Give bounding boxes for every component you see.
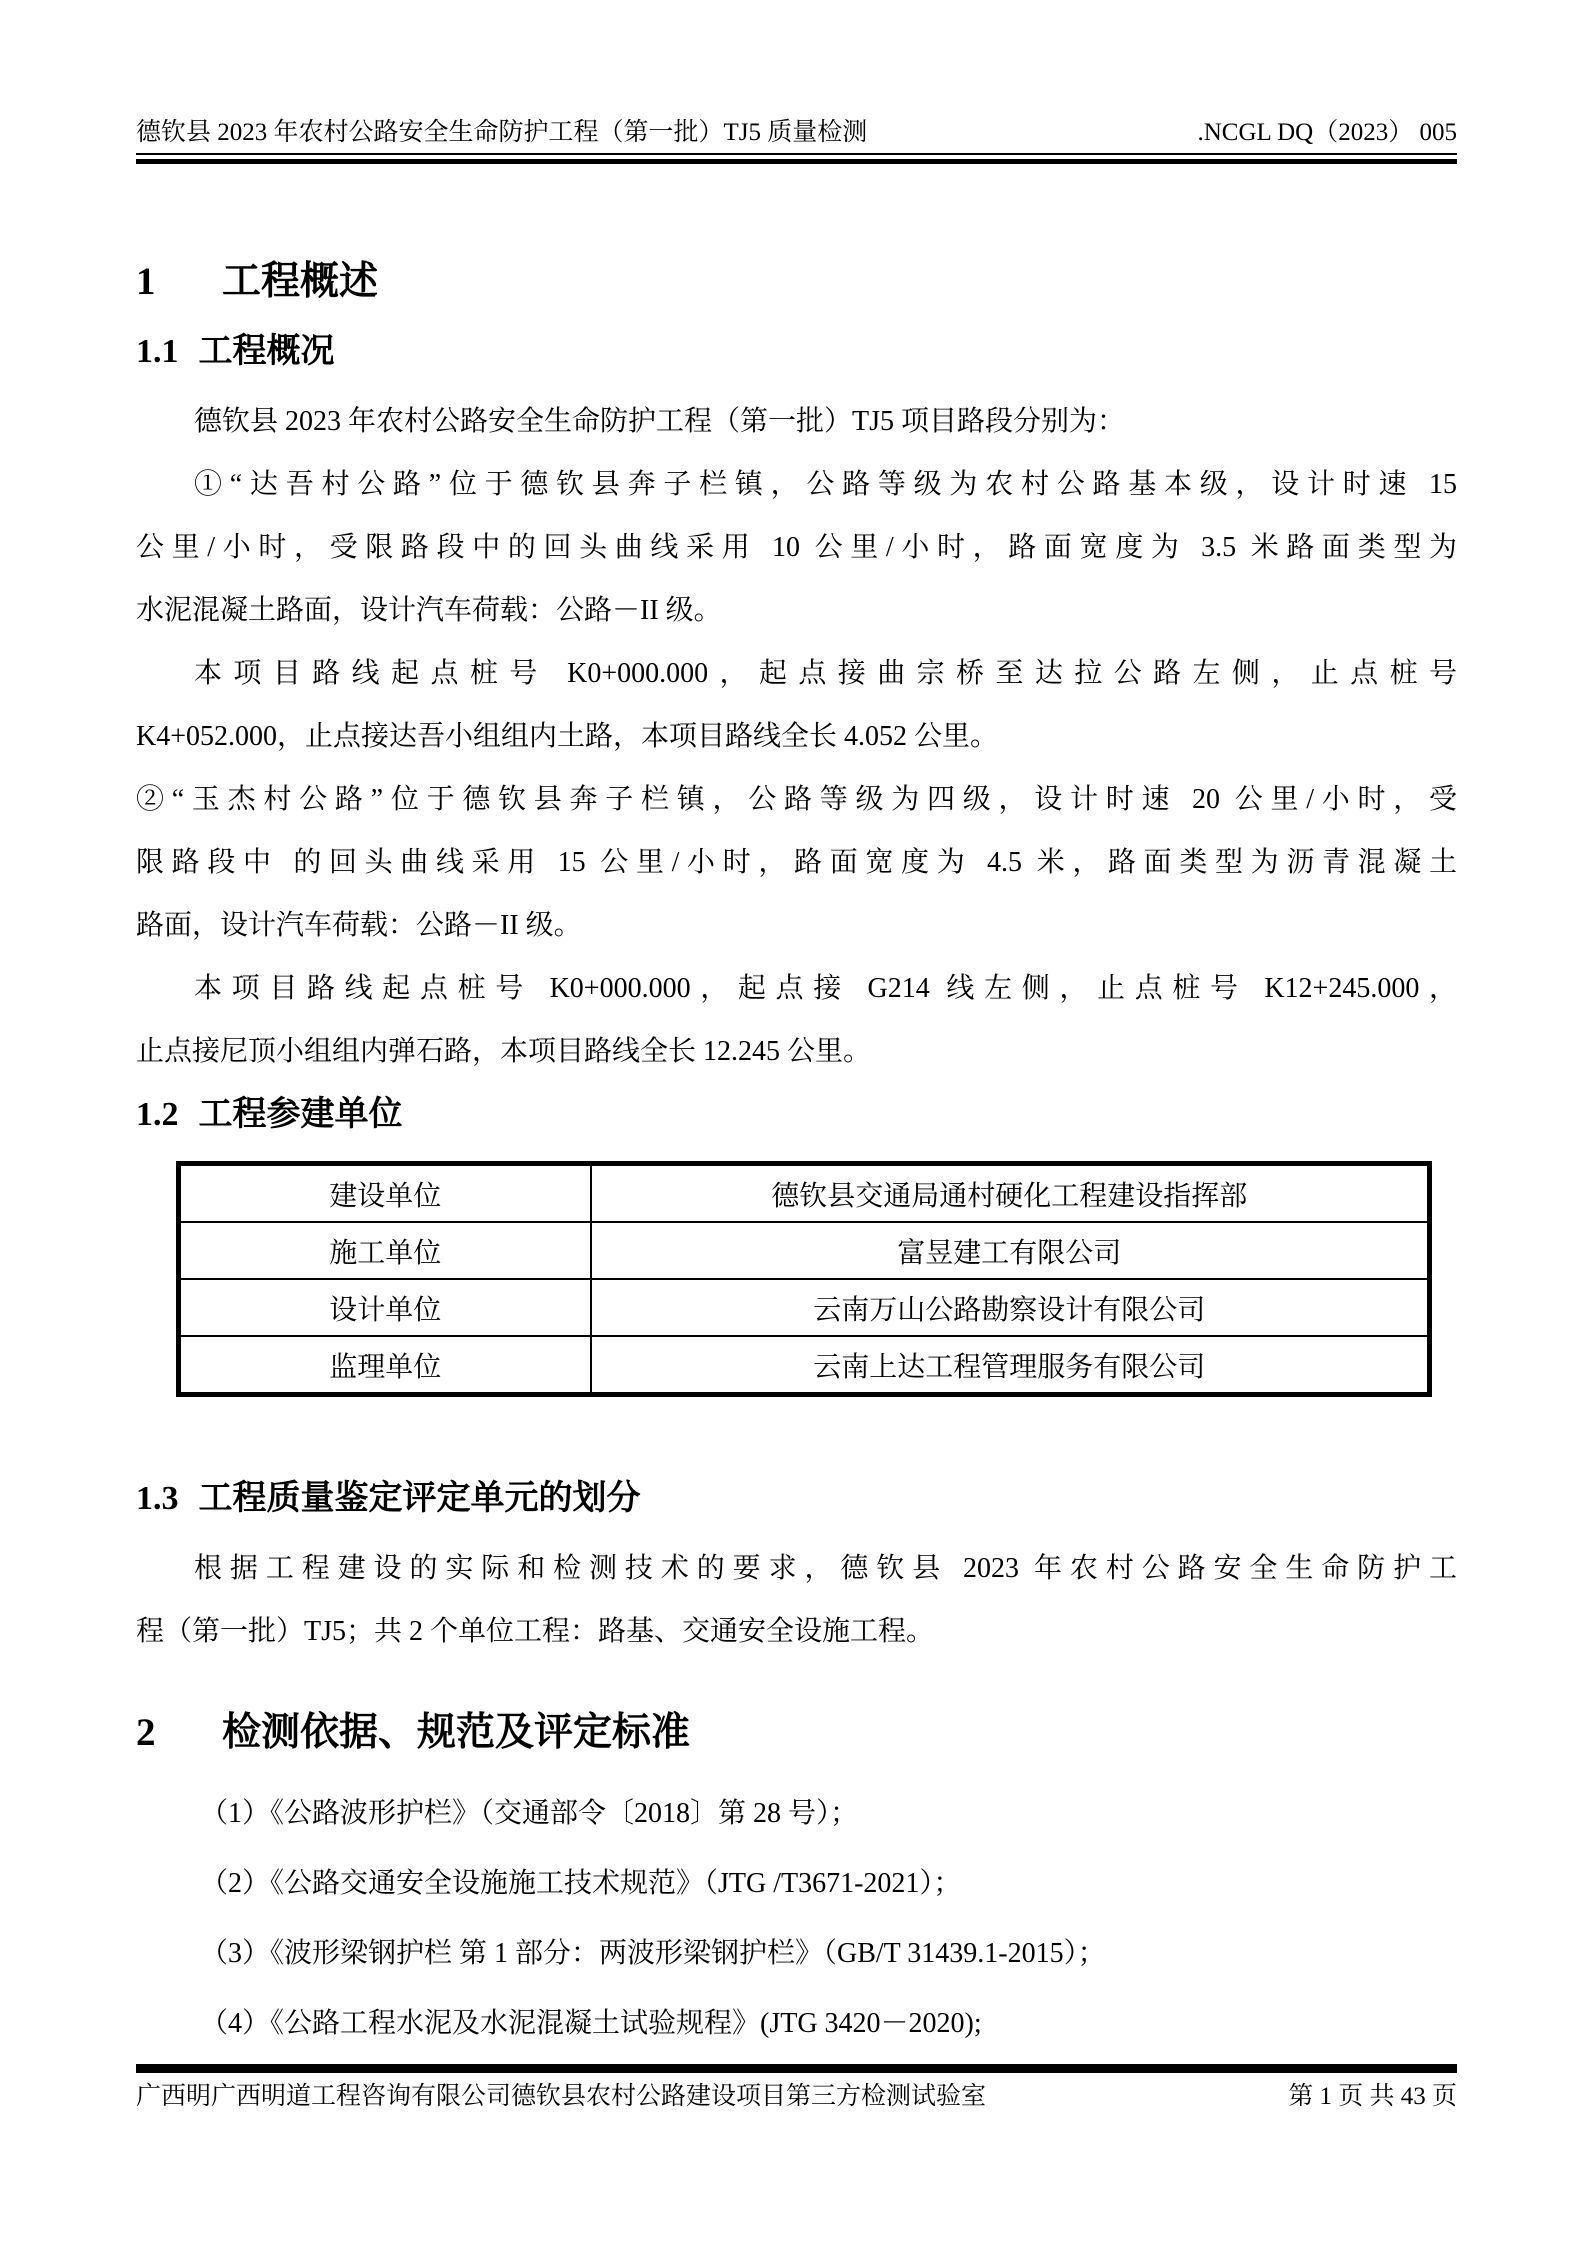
table-row xyxy=(179,1336,1430,1395)
page-content xyxy=(136,162,1457,2059)
heading-section-1-2 xyxy=(136,1093,1457,1137)
heading-number: 1.1 xyxy=(136,333,179,370)
paragraph-line: 德钦县 2023 年农村公路安全生命防护工程（第一批）TJ5 项目路段分别为： xyxy=(194,406,1126,437)
paragraph-line: 限路段中 的回头曲线采用 15 公里/小时，路面宽度为 4.5 米，路面类型为沥青混凝土 xyxy=(136,847,1457,878)
table-row xyxy=(179,1279,1430,1336)
paragraph-line: ②“玉杰村公路”位于德钦县奔子栏镇，公路等级为四级，设计时速 20 公里/小时，受 xyxy=(136,784,1457,815)
unit-name-cell: 德钦县交通局通村硬化工程建设指挥部 xyxy=(591,1164,1430,1223)
unit-name-cell: 富昱建工有限公司 xyxy=(591,1222,1430,1279)
heading-section-1-1 xyxy=(136,330,1457,374)
unit-role-cell: 设计单位 xyxy=(179,1279,591,1336)
heading-number: 1.3 xyxy=(136,1480,179,1517)
participants-table xyxy=(176,1161,1432,1397)
table-row xyxy=(179,1222,1430,1279)
paragraph-line: 根据工程建设的实际和检测技术的要求，德钦县 2023 年农村公路安全生命防护工 xyxy=(194,1553,1457,1584)
standards-list xyxy=(136,1779,1457,2059)
heading-text: 工程参建单位 xyxy=(198,1096,403,1133)
list-item: （3）《波形梁钢护栏 第 1 部分：两波形梁钢护栏》（GB/T 31439.1-2015）； xyxy=(200,1938,1106,1969)
paragraph-line: 水泥混凝土路面，设计汽车荷载：公路－II 级。 xyxy=(136,595,722,626)
footer-lab-name: 广西明广西明道工程咨询有限公司德钦县农村公路建设项目第三方检测试验室 xyxy=(136,2083,987,2110)
heading-number: 2 xyxy=(136,1711,156,1754)
paragraph-line: 路面，设计汽车荷载：公路－II 级。 xyxy=(136,910,582,941)
heading-number: 1 xyxy=(136,260,156,303)
heading-section-1 xyxy=(136,258,1457,306)
paragraph-line: K4+052.000，止点接达吾小组组内土路，本项目路线全长 4.052 公里。 xyxy=(136,721,999,752)
footer-rule xyxy=(136,2064,1457,2073)
footer-page-count: 第 1 页 共 43 页 xyxy=(1288,2083,1457,2110)
overview-paragraphs xyxy=(136,390,1457,1083)
paragraph-line: 公里/小时，受限路段中的回头曲线采用 10 公里/小时，路面宽度为 3.5 米路面类型为 xyxy=(136,532,1457,563)
heading-text: 工程概述 xyxy=(222,260,379,303)
heading-text: 检测依据、规范及评定标准 xyxy=(222,1711,691,1754)
page-footer xyxy=(136,2080,1457,2114)
list-item: （4）《公路工程水泥及水泥混凝土试验规程》(JTG 3420－2020); xyxy=(200,2008,982,2039)
list-item: （2）《公路交通安全设施施工技术规范》（JTG /T3671-2021）； xyxy=(200,1868,962,1899)
unit-role-cell: 施工单位 xyxy=(179,1222,591,1279)
paragraph-line: 本项目路线起点桩号 K0+000.000，起点接曲宗桥至达拉公路左侧，止点桩号 xyxy=(194,658,1457,689)
heading-number: 1.2 xyxy=(136,1096,179,1133)
list-item: （1）《公路波形护栏》（交通部令〔2018〕第 28 号）； xyxy=(200,1798,859,1829)
heading-text: 工程质量鉴定评定单元的划分 xyxy=(198,1480,641,1517)
paragraph-line: 程（第一批）TJ5；共 2 个单位工程：路基、交通安全设施工程。 xyxy=(136,1616,935,1647)
table-row xyxy=(179,1164,1430,1223)
paragraph-line: 本项目路线起点桩号 K0+000.000，起点接 G214 线左侧，止点桩号 K12+245.000， xyxy=(194,973,1457,1004)
heading-text: 工程概况 xyxy=(198,333,335,370)
unit-role-cell: 监理单位 xyxy=(179,1336,591,1395)
heading-section-2 xyxy=(136,1709,1457,1757)
unit-role-cell: 建设单位 xyxy=(179,1164,591,1223)
paragraph-line: ①“达吾村公路”位于德钦县奔子栏镇，公路等级为农村公路基本级，设计时速 15 xyxy=(194,469,1457,500)
page-header xyxy=(136,118,1457,148)
paragraph-line: 止点接尼顶小组组内弹石路，本项目路线全长 12.245 公里。 xyxy=(136,1036,872,1067)
unit-name-cell: 云南上达工程管理服务有限公司 xyxy=(591,1336,1430,1395)
unit-name-cell: 云南万山公路勘察设计有限公司 xyxy=(591,1279,1430,1336)
header-project-title: 德钦县 2023 年农村公路安全生命防护工程（第一批）TJ5 质量检测 xyxy=(136,119,868,146)
heading-section-1-3 xyxy=(136,1477,1457,1521)
header-doc-number: .NCGL DQ（2023） 005 xyxy=(1197,119,1457,146)
division-paragraph xyxy=(136,1537,1457,1663)
